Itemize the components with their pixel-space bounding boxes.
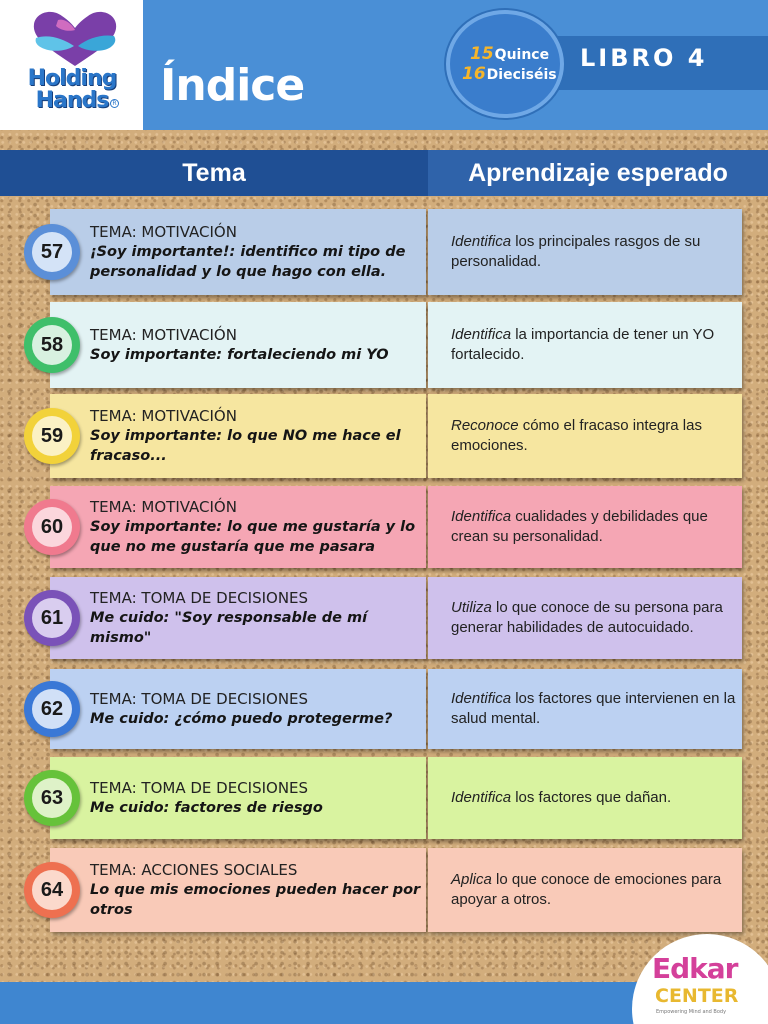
topic-text bbox=[90, 589, 426, 648]
topic-title: Soy importante: lo que me gustaría y lo que no me gustaría que me pasara bbox=[90, 519, 416, 555]
column-header-aprendizaje bbox=[428, 150, 768, 196]
learning-text bbox=[451, 507, 736, 547]
badge-word-1: Quince bbox=[494, 47, 550, 63]
edkar-brand: Edkar bbox=[652, 952, 738, 985]
topic-title: Lo que mis emociones pueden hacer por otros bbox=[90, 882, 421, 918]
learning-description: lo que conoce de emociones para apoyar a otros. bbox=[451, 871, 722, 908]
registered-mark: R bbox=[110, 99, 119, 108]
topic-text bbox=[90, 690, 426, 729]
lesson-number: 59 bbox=[32, 416, 72, 456]
topic-text bbox=[90, 498, 426, 557]
topic-category: TEMA: MOTIVACIÓN bbox=[90, 326, 237, 344]
learning-text bbox=[451, 232, 736, 272]
topic-category: TEMA: TOMA DE DECISIONES bbox=[90, 779, 309, 797]
logo-line-2: Hands bbox=[35, 88, 109, 113]
learning-verb: Utiliza bbox=[451, 599, 492, 616]
table-row bbox=[0, 486, 768, 568]
table-row bbox=[0, 209, 768, 295]
topic-category: TEMA: MOTIVACIÓN bbox=[90, 498, 237, 516]
lesson-number-circle bbox=[24, 408, 80, 464]
lesson-number-circle bbox=[24, 681, 80, 737]
lesson-number: 61 bbox=[32, 598, 72, 638]
badge-word-2: Dieciséis bbox=[486, 67, 557, 83]
edkar-brand-sub: CENTER bbox=[655, 985, 739, 1007]
badge-line-1 bbox=[470, 44, 549, 64]
topic-text bbox=[90, 326, 426, 365]
topic-category: TEMA: TOMA DE DECISIONES bbox=[90, 690, 309, 708]
topic-title: Soy importante: fortaleciendo mi YO bbox=[90, 347, 389, 363]
learning-verb: Identifica bbox=[451, 690, 512, 707]
learning-description: cualidades y debilidades que crean su personalidad. bbox=[451, 508, 708, 545]
lesson-number: 57 bbox=[32, 232, 72, 272]
lesson-number-circle bbox=[24, 317, 80, 373]
table-row bbox=[0, 302, 768, 388]
badge-number-1: 15 bbox=[470, 44, 494, 64]
topic-text bbox=[90, 223, 426, 282]
table-row bbox=[0, 394, 768, 478]
learning-description: los factores que dañan. bbox=[511, 789, 672, 806]
topic-category: TEMA: TOMA DE DECISIONES bbox=[90, 589, 309, 607]
learning-text bbox=[451, 689, 736, 729]
page-title: Índice bbox=[160, 60, 305, 111]
topic-title: ¡Soy importante!: identifico mi tipo de personalidad y lo que hago con ella. bbox=[90, 244, 406, 280]
learning-description: lo que conoce de su persona para generar habilidades de autocuidado. bbox=[451, 599, 723, 636]
table-row bbox=[0, 669, 768, 749]
badge-line-2 bbox=[462, 64, 557, 84]
topic-title: Me cuido: ¿cómo puedo protegerme? bbox=[90, 711, 393, 727]
learning-verb: Identifica bbox=[451, 789, 512, 806]
topic-text bbox=[90, 779, 426, 818]
topic-text bbox=[90, 861, 426, 920]
topic-title: Me cuido: factores de riesgo bbox=[90, 800, 323, 816]
learning-verb: Reconoce bbox=[451, 417, 519, 434]
learning-verb: Identifica bbox=[451, 326, 512, 343]
learning-verb: Identifica bbox=[451, 508, 512, 525]
lesson-number-circle bbox=[24, 590, 80, 646]
learning-verb: Identifica bbox=[451, 233, 512, 250]
lesson-number: 60 bbox=[32, 507, 72, 547]
hands-heart-icon bbox=[28, 8, 122, 70]
topic-category: TEMA: MOTIVACIÓN bbox=[90, 407, 237, 425]
lesson-number-circle bbox=[24, 862, 80, 918]
table-row bbox=[0, 757, 768, 839]
column-header-tema-label: Tema bbox=[182, 159, 246, 187]
lesson-number: 58 bbox=[32, 325, 72, 365]
learning-description: cómo el fracaso integra las emociones. bbox=[451, 417, 702, 454]
topic-category: TEMA: ACCIONES SOCIALES bbox=[90, 861, 298, 879]
learning-description: los principales rasgos de su personalidad. bbox=[451, 233, 701, 270]
topic-title: Me cuido: "Soy responsable de mí mismo" bbox=[90, 610, 368, 646]
learning-text bbox=[451, 325, 736, 365]
topic-title: Soy importante: lo que NO me hace el fracaso... bbox=[90, 428, 401, 464]
lesson-number: 64 bbox=[32, 870, 72, 910]
edkar-tagline: Empowering Mind and Body bbox=[656, 1009, 727, 1015]
book-label: LIBRO 4 bbox=[580, 44, 708, 72]
badge-number-2: 16 bbox=[462, 64, 486, 84]
column-header-tema bbox=[0, 150, 428, 196]
learning-description: la importancia de tener un YO fortalecido. bbox=[451, 326, 715, 363]
lesson-number-circle bbox=[24, 224, 80, 280]
topic-category: TEMA: MOTIVACIÓN bbox=[90, 223, 237, 241]
lesson-number-circle bbox=[24, 499, 80, 555]
lesson-number: 63 bbox=[32, 778, 72, 818]
table-row bbox=[0, 848, 768, 932]
learning-description: los factores que intervienen en la salud mental. bbox=[451, 690, 736, 727]
table-row bbox=[0, 577, 768, 659]
column-header-aprendizaje-label: Aprendizaje esperado bbox=[468, 159, 728, 187]
lesson-number: 62 bbox=[32, 689, 72, 729]
logo-line-1: Holding bbox=[27, 66, 117, 91]
learning-text bbox=[451, 416, 736, 456]
learning-text bbox=[451, 870, 736, 910]
learning-verb: Aplica bbox=[451, 871, 492, 888]
table-header bbox=[0, 150, 768, 196]
lesson-number-circle bbox=[24, 770, 80, 826]
learning-text bbox=[451, 788, 736, 808]
holding-hands-logo bbox=[0, 0, 143, 130]
learning-text bbox=[451, 598, 736, 638]
topic-text bbox=[90, 407, 426, 466]
